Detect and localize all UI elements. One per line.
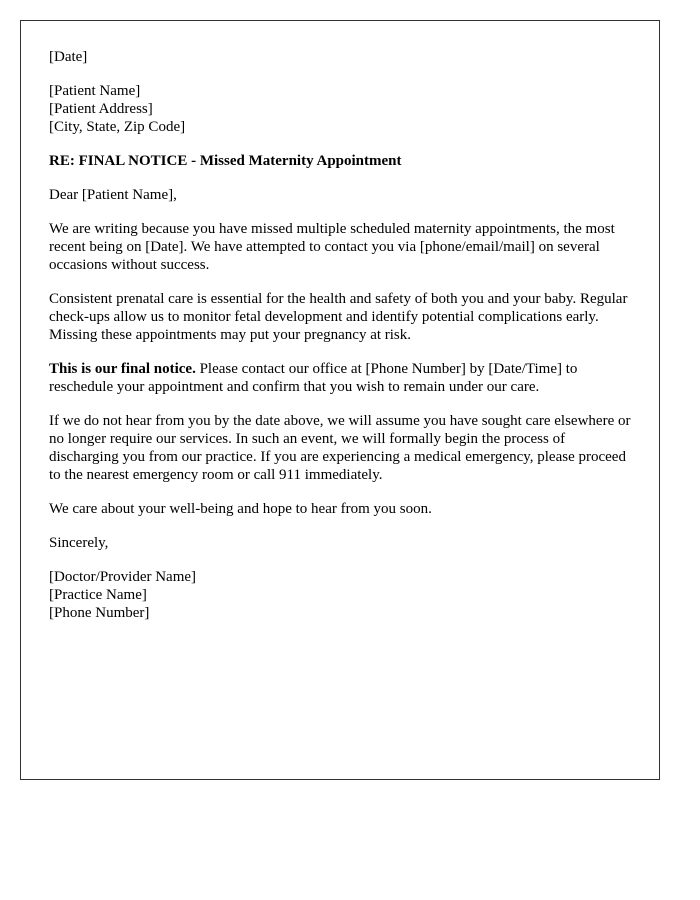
final-notice-emphasis: This is our final notice. (49, 361, 196, 377)
recipient-name: [Patient Name] (49, 83, 141, 99)
paragraph-care: We care about your well-being and hope to hear from you soon. (49, 501, 432, 517)
closing: Sincerely, (49, 535, 109, 551)
paragraph-final-notice (49, 360, 631, 396)
signature-phone: [Phone Number] (49, 605, 150, 621)
paragraph-missed-appointments: We are writing because you have missed multiple scheduled maternity appointments, the most recent being on [Date]. We have attempted to contact you via [phone/email/mail] on several occasions without success. (49, 221, 615, 273)
paragraph-discharge: If we do not hear from you by the date above, we will assume you have sought care elsewhere or no longer require our services. In such an event, we will formally begin the process of discharging you from our practice. If you are experiencing a medical emergency, please proceed to the nearest emergency room or call 911 immediately. (49, 413, 631, 483)
date-line (49, 48, 631, 66)
signature-block (49, 568, 631, 622)
subject-line: RE: FINAL NOTICE - Missed Maternity Appointment (49, 153, 402, 169)
letter-date: [Date] (49, 49, 88, 65)
signature-practice: [Practice Name] (49, 587, 147, 603)
signature-provider: [Doctor/Provider Name] (49, 569, 197, 585)
recipient-city: [City, State, Zip Code] (49, 119, 186, 135)
letter-page (20, 20, 660, 780)
paragraph-prenatal-care: Consistent prenatal care is essential for the health and safety of both you and your baby. Regular check-ups allow us to monitor fetal development and identify potential complications early. Missing these appointments may put your pregnancy at risk. (49, 291, 628, 343)
final-notice-text: Please contact our office at [Phone Number] by [Date/Time] to reschedule your appointment and confirm that you wish to remain under our care. (49, 361, 578, 395)
salutation: Dear [Patient Name], (49, 187, 177, 203)
recipient-address (49, 82, 631, 136)
recipient-street: [Patient Address] (49, 101, 153, 117)
